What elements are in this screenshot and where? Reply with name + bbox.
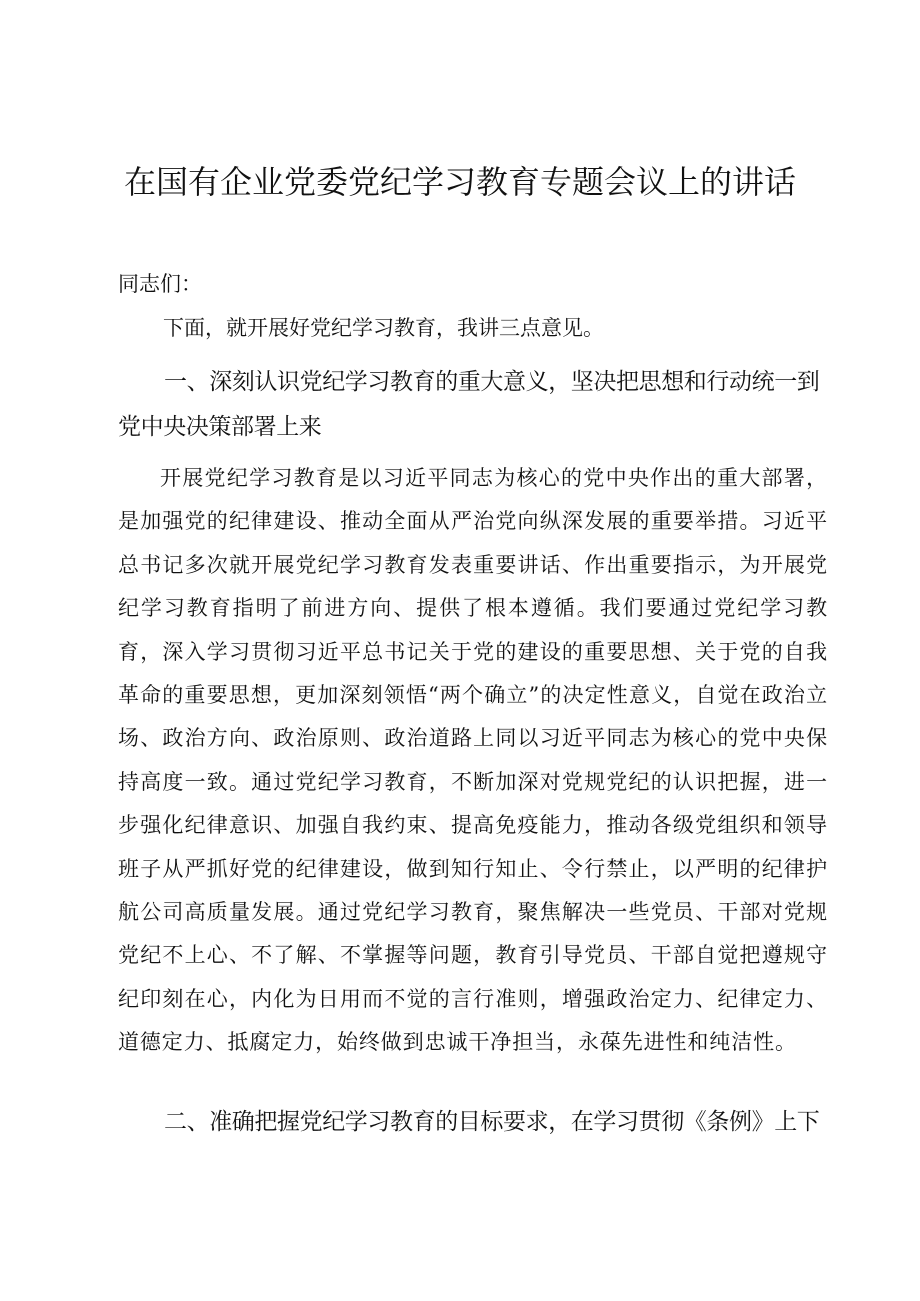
section-1-heading: 一、深刻认识党纪学习教育的重大意义，坚决把思想和行动统一到党中央决策部署上来 [118, 369, 820, 440]
section-1-body: 开展党纪学习教育是以习近平同志为核心的党中央作出的重大部署，是加强党的纪律建设、推动全面从严治党向纵深发展的重要举措。习近平总书记多次就开展党纪学习教育发表重要讲话、作出重要指示，为开展党纪学习教育指明了前进方向、提供了根本遵循。我们要通过党纪学习教育，深入学习贯彻习近平总书记关于党的建设的重要思想、关于党的自我革命的重要思想，更加深刻领悟“两个确立”的决定性意义，自觉在政治立场、政治方向、政治原则、政治道路上同以习近平同志为核心的党中央保持高度一致。通过党纪学习教育，不断加深对党规党纪的认识把握，进一步强化纪律意识、加强自我约束、提高免疫能力，推动各级党组织和领导班子从严抓好党的纪律建设，做到知行知止、令行禁止，以严明的纪律护航公司高质量发展。通过党纪学习教育，聚焦解决一些党员、干部对党规党纪不上心、不了解、不掌握等问题，教育引导党员、干部自觉把遵规守纪印刻在心，内化为日用而不觉的言行准则，增强政治定力、纪律定力、道德定力、抵腐定力，始终做到忠诚干净担当，永葆先进性和纯洁性。 [118, 466, 828, 1055]
section-2-heading: 二、准确把握党纪学习教育的目标要求，在学习贯彻《条例》上下 [164, 1109, 820, 1135]
salutation: 同志们： [118, 272, 202, 296]
intro-paragraph: 下面，就开展好党纪学习教育，我讲三点意见。 [163, 316, 604, 340]
document-title: 在国有企业党委党纪学习教育专题会议上的讲话 [123, 163, 796, 201]
